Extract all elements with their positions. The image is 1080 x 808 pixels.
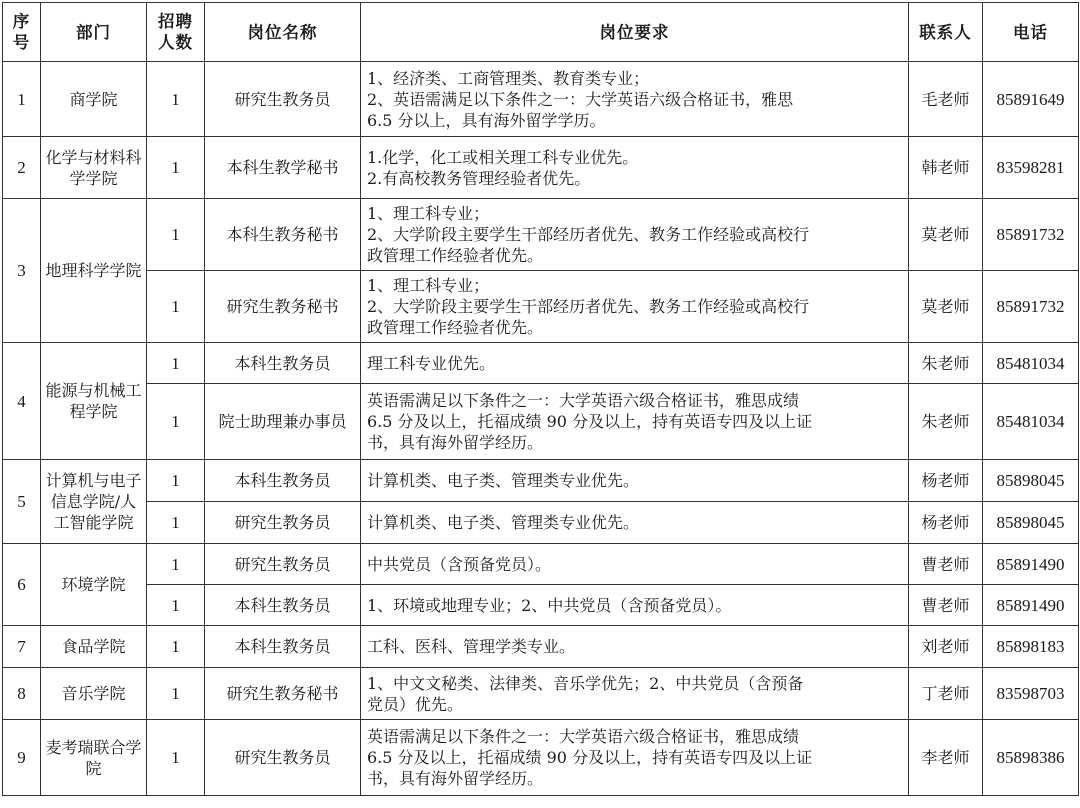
table-row xyxy=(3,137,1079,199)
requirements-cell xyxy=(361,199,909,271)
requirement-line: 1、理工科专业； xyxy=(367,204,490,223)
requirement-line: 2、大学阶段主要学生干部经历者优先、教务工作经验或高校行 xyxy=(367,225,810,244)
requirements-cell xyxy=(361,544,909,585)
seq-cell: 1 xyxy=(3,62,41,137)
header-contact: 联系人 xyxy=(909,3,983,62)
contact-cell: 曹老师 xyxy=(909,544,983,585)
requirement-line: 1、环境或地理专业；2、中共党员（含预备党员）。 xyxy=(367,595,732,615)
count-cell: 1 xyxy=(147,668,205,720)
position-cell: 本科生教学秘书 xyxy=(205,137,361,199)
count-cell: 1 xyxy=(147,62,205,137)
header-phone: 电话 xyxy=(983,3,1079,62)
count-cell: 1 xyxy=(147,137,205,199)
table-row xyxy=(3,544,1079,585)
position-cell: 研究生教务员 xyxy=(205,502,361,544)
position-cell: 院士助理兼办事员 xyxy=(205,384,361,460)
seq-cell: 8 xyxy=(3,668,41,720)
count-cell: 1 xyxy=(147,199,205,271)
table-row xyxy=(3,343,1079,384)
header-position: 岗位名称 xyxy=(205,3,361,62)
requirement-line: 6.5 分及以上，托福成绩 90 分及以上，持有英语专四及以上证 xyxy=(367,748,813,767)
count-cell: 1 xyxy=(147,343,205,384)
requirement-line: 党员）优先。 xyxy=(367,694,464,714)
requirement-line: 6.5 分及以上，托福成绩 90 分及以上，持有英语专四及以上证 xyxy=(367,412,813,431)
table-row xyxy=(3,271,1079,343)
phone-cell: 83598703 xyxy=(983,668,1079,720)
dept-cell: 环境学院 xyxy=(41,544,147,626)
contact-cell: 丁老师 xyxy=(909,668,983,720)
position-cell: 本科生教务员 xyxy=(205,343,361,384)
position-cell: 研究生教务秘书 xyxy=(205,668,361,720)
table-row xyxy=(3,626,1079,668)
requirements-cell xyxy=(361,271,909,343)
phone-cell: 85481034 xyxy=(983,384,1079,460)
requirements-cell xyxy=(361,720,909,796)
dept-cell: 计算机与电子信息学院/人工智能学院 xyxy=(41,460,147,544)
dept-cell: 化学与材料科学学院 xyxy=(41,137,147,199)
phone-cell: 85898183 xyxy=(983,626,1079,668)
requirements-cell xyxy=(361,62,909,137)
table-row xyxy=(3,62,1079,137)
header-count: 招聘 人数 xyxy=(147,3,205,62)
requirement-line: 2.有高校教务管理经验者优先。 xyxy=(367,168,591,188)
table-row xyxy=(3,502,1079,544)
recruitment-table xyxy=(2,2,1079,796)
dept-cell: 地理科学学院 xyxy=(41,199,147,343)
requirement-line: 政管理工作经验者优先。 xyxy=(367,246,544,265)
count-cell: 1 xyxy=(147,384,205,460)
requirement-line: 英语需满足以下条件之一：大学英语六级合格证书，雅思成绩 xyxy=(367,391,800,410)
count-cell: 1 xyxy=(147,271,205,343)
requirement-line: 工科、医科、管理学类专业。 xyxy=(367,637,576,656)
requirement-line: 政管理工作经验者优先。 xyxy=(367,318,544,337)
position-cell: 研究生教务员 xyxy=(205,720,361,796)
table-body xyxy=(3,62,1079,796)
count-cell: 1 xyxy=(147,502,205,544)
requirements-cell xyxy=(361,384,909,460)
table-row xyxy=(3,585,1079,626)
contact-cell: 毛老师 xyxy=(909,62,983,137)
dept-cell: 商学院 xyxy=(41,62,147,137)
requirements-cell xyxy=(361,460,909,502)
phone-cell: 85481034 xyxy=(983,343,1079,384)
dept-cell: 能源与机械工程学院 xyxy=(41,343,147,460)
header-dept: 部门 xyxy=(41,3,147,62)
position-cell: 本科生教务员 xyxy=(205,585,361,626)
table-row xyxy=(3,720,1079,796)
header-seq: 序 号 xyxy=(3,3,41,62)
requirement-line: 1、经济类、工商管理类、教育类专业； xyxy=(367,68,650,88)
contact-cell: 朱老师 xyxy=(909,384,983,460)
requirement-line: 计算机类、电子类、管理类专业优先。 xyxy=(367,513,640,532)
requirement-line: 2、大学阶段主要学生干部经历者优先、教务工作经验或高校行 xyxy=(367,297,810,316)
requirements-cell xyxy=(361,668,909,720)
requirement-line: 理工科专业优先。 xyxy=(367,353,496,373)
contact-cell: 杨老师 xyxy=(909,460,983,502)
count-cell: 1 xyxy=(147,720,205,796)
requirement-line: 1、中文文秘类、法律类、音乐学优先；2、中共党员（含预备 xyxy=(367,673,804,693)
contact-cell: 朱老师 xyxy=(909,343,983,384)
count-cell: 1 xyxy=(147,626,205,668)
requirements-cell xyxy=(361,137,909,199)
requirement-line: 书，具有海外留学经历。 xyxy=(367,433,544,452)
count-cell: 1 xyxy=(147,585,205,626)
phone-cell: 85891732 xyxy=(983,271,1079,343)
contact-cell: 刘老师 xyxy=(909,626,983,668)
contact-cell: 莫老师 xyxy=(909,199,983,271)
header-requirements: 岗位要求 xyxy=(361,3,909,62)
phone-cell: 85891732 xyxy=(983,199,1079,271)
phone-cell: 85898045 xyxy=(983,460,1079,502)
seq-cell: 9 xyxy=(3,720,41,796)
table-row xyxy=(3,199,1079,271)
phone-cell: 85898045 xyxy=(983,502,1079,544)
dept-cell: 音乐学院 xyxy=(41,668,147,720)
position-cell: 本科生教务员 xyxy=(205,460,361,502)
count-cell: 1 xyxy=(147,544,205,585)
dept-cell: 食品学院 xyxy=(41,626,147,668)
seq-cell: 4 xyxy=(3,343,41,460)
position-cell: 本科生教务员 xyxy=(205,626,361,668)
phone-cell: 85898386 xyxy=(983,720,1079,796)
requirement-line: 1、理工科专业； xyxy=(367,276,490,295)
seq-cell: 5 xyxy=(3,460,41,544)
requirements-cell xyxy=(361,626,909,668)
contact-cell: 韩老师 xyxy=(909,137,983,199)
requirement-line: 计算机类、电子类、管理类专业优先。 xyxy=(367,471,640,490)
requirements-cell xyxy=(361,585,909,626)
requirement-line: 6.5 分以上，具有海外留学学历。 xyxy=(367,110,606,130)
requirements-cell xyxy=(361,502,909,544)
header-row xyxy=(3,3,1079,62)
seq-cell: 2 xyxy=(3,137,41,199)
requirements-cell xyxy=(361,343,909,384)
phone-cell: 85891490 xyxy=(983,544,1079,585)
seq-cell: 6 xyxy=(3,544,41,626)
table-row xyxy=(3,384,1079,460)
requirement-line: 中共党员（含预备党员）。 xyxy=(367,554,552,574)
seq-cell: 3 xyxy=(3,199,41,343)
position-cell: 研究生教务员 xyxy=(205,544,361,585)
requirement-line: 书，具有海外留学经历。 xyxy=(367,769,544,788)
requirement-line: 1.化学，化工或相关理工科专业优先。 xyxy=(367,147,639,167)
position-cell: 本科生教务秘书 xyxy=(205,199,361,271)
position-cell: 研究生教务员 xyxy=(205,62,361,137)
phone-cell: 85891649 xyxy=(983,62,1079,137)
requirement-line: 英语需满足以下条件之一：大学英语六级合格证书，雅思成绩 xyxy=(367,727,800,746)
phone-cell: 85891490 xyxy=(983,585,1079,626)
contact-cell: 杨老师 xyxy=(909,502,983,544)
contact-cell: 莫老师 xyxy=(909,271,983,343)
contact-cell: 曹老师 xyxy=(909,585,983,626)
position-cell: 研究生教务秘书 xyxy=(205,271,361,343)
count-cell: 1 xyxy=(147,460,205,502)
table-row xyxy=(3,460,1079,502)
requirement-line: 2、英语需满足以下条件之一：大学英语六级合格证书，雅思 xyxy=(367,89,794,109)
phone-cell: 83598281 xyxy=(983,137,1079,199)
contact-cell: 李老师 xyxy=(909,720,983,796)
seq-cell: 7 xyxy=(3,626,41,668)
table-row xyxy=(3,668,1079,720)
dept-cell: 麦考瑞联合学院 xyxy=(41,720,147,796)
